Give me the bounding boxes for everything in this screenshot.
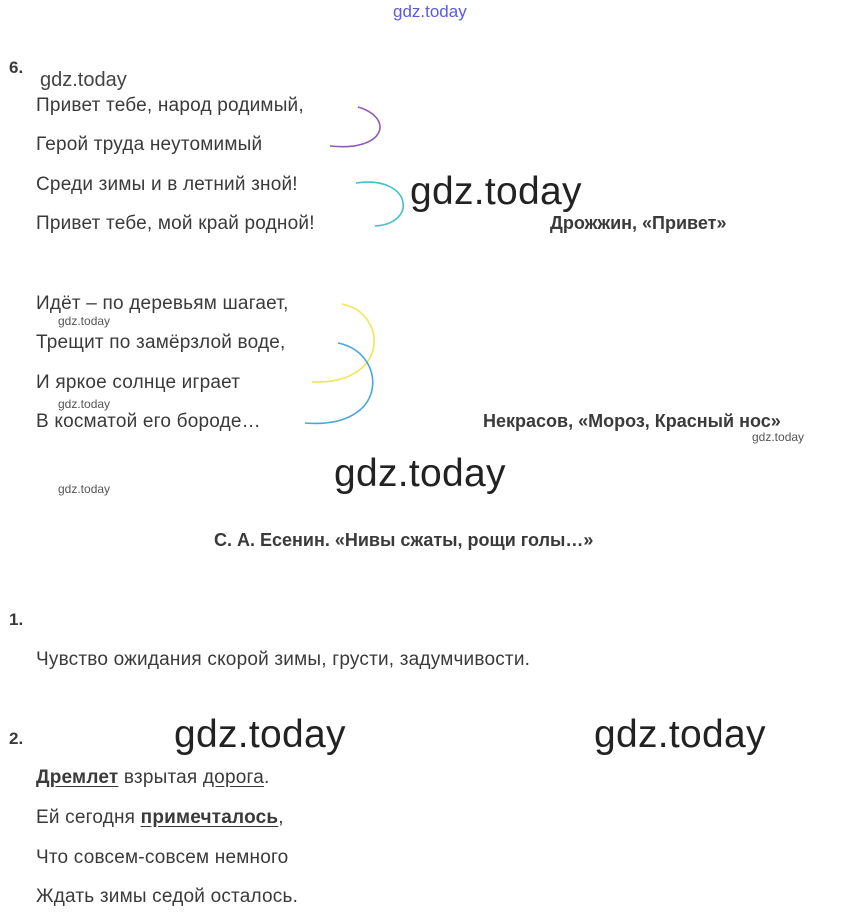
watermark: gdz.today xyxy=(594,713,766,756)
rhyme-arc-yellow xyxy=(312,304,374,382)
watermark: gdz.today xyxy=(410,170,582,213)
task-6-number: 6. xyxy=(9,58,24,77)
section-heading: С. А. Есенин. «Нивы сжаты, рощи голы…» xyxy=(214,530,594,550)
highlighted-word: Дремлет xyxy=(36,767,119,788)
watermark: gdz.today xyxy=(58,397,111,411)
underlined-word: дорога xyxy=(202,767,264,788)
task-2-number: 2. xyxy=(9,729,24,748)
highlighted-word: примечталось xyxy=(140,807,279,828)
rhyme-arc-blue xyxy=(305,343,373,423)
watermark-top: gdz.today xyxy=(393,2,467,21)
poem1-line-1: Привет тебе, народ родимый, xyxy=(36,95,304,116)
task-2-line-3: Что совсем-совсем немного xyxy=(36,847,289,868)
rhyme-arc-teal xyxy=(356,182,403,226)
watermark: gdz.today xyxy=(58,314,111,328)
watermark: gdz.today xyxy=(174,713,346,756)
task-2-line-4: Ждать зимы седой осталось. xyxy=(36,886,299,907)
poem1-attribution: Дрожжин, «Привет» xyxy=(550,213,727,233)
task-2-line-1: Дремлет взрытая дорога. xyxy=(36,767,270,788)
rhyme-arc-purple xyxy=(330,107,380,147)
watermark: gdz.today xyxy=(58,482,111,496)
poem2-line-4: В косматой его бороде… xyxy=(36,411,261,432)
task-1-number: 1. xyxy=(9,610,24,629)
poem1-line-4: Привет тебе, мой край родной! xyxy=(36,213,315,234)
watermark: gdz.today xyxy=(334,452,506,495)
poem2-line-2: Трещит по замёрзлой воде, xyxy=(36,332,286,353)
poem2-attribution: Некрасов, «Мороз, Красный нос» xyxy=(483,411,781,431)
task-2-line-2: Ей сегодня примечталось, xyxy=(36,807,284,828)
poem2-line-1: Идёт – по деревьям шагает, xyxy=(36,293,289,314)
poem2-line-3: И яркое солнце играет xyxy=(36,372,241,393)
watermark: gdz.today xyxy=(40,69,127,91)
poem1-line-3: Среди зимы и в летний зной! xyxy=(36,174,298,195)
task-1-answer: Чувство ожидания скорой зимы, грусти, задумчивости. xyxy=(36,649,531,670)
watermark: gdz.today xyxy=(752,430,805,444)
poem1-line-2: Герой труда неутомимый xyxy=(36,134,263,155)
